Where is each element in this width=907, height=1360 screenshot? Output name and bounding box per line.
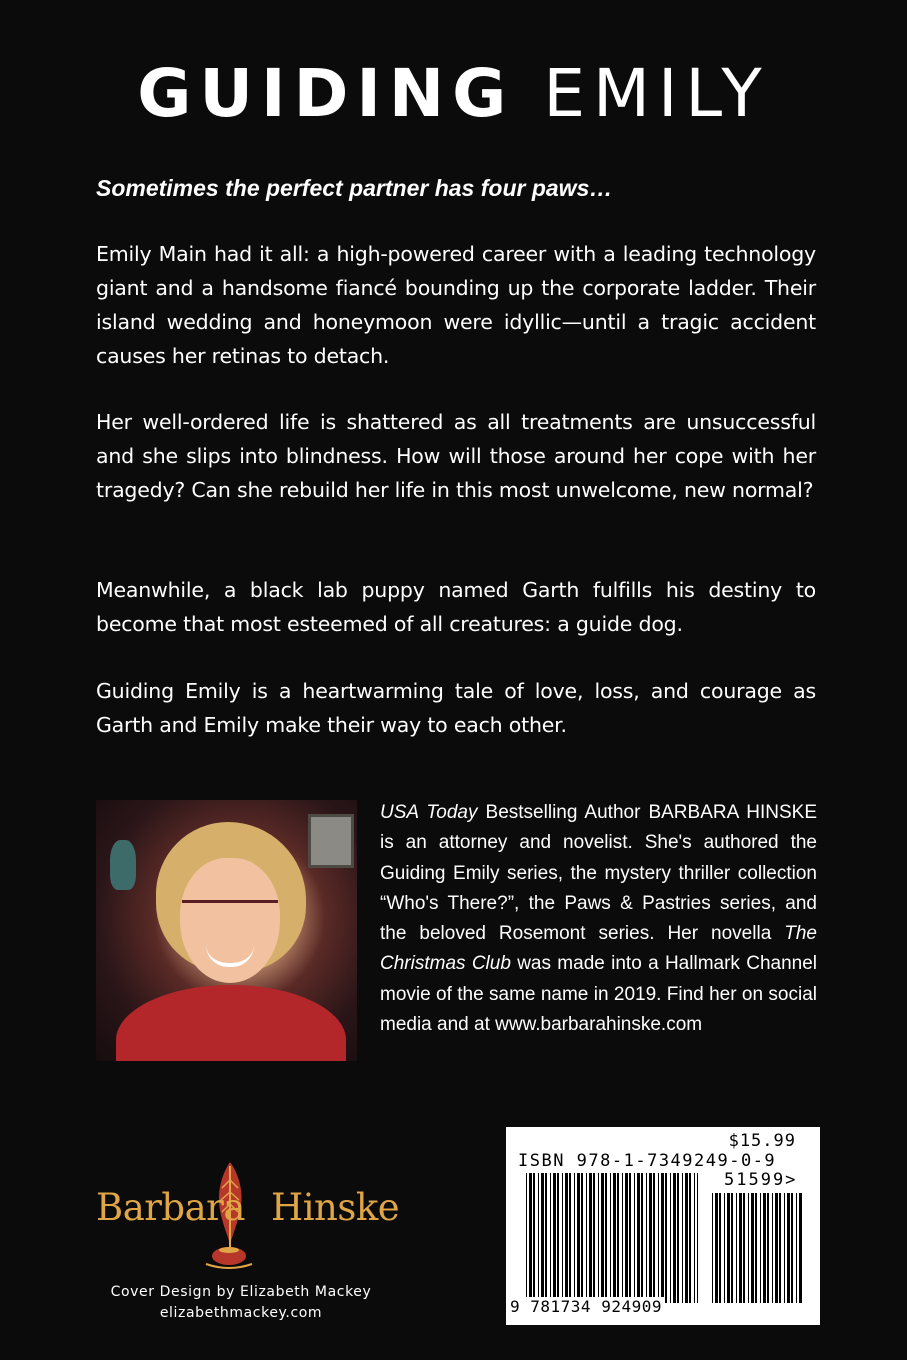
logo-last-name: Hinske xyxy=(270,1186,400,1229)
barcode-stripe xyxy=(772,1193,773,1303)
barcode-stripe xyxy=(760,1193,761,1303)
title-word-emily: EMILY xyxy=(543,55,770,132)
barcode-stripe xyxy=(787,1193,790,1303)
barcode-stripe xyxy=(751,1193,754,1303)
barcode-stripe xyxy=(562,1173,563,1303)
bio-text-1: Bestselling Author BARBARA HINSKE is an attorney and novelist. She's authored the Guiding Emily series, the mystery thriller collection “Who's There?”, the Paws & Pastries series, and the beloved Rosemont series. Her novella xyxy=(380,802,817,945)
barcode-stripe xyxy=(755,1193,757,1303)
barcode-stripe xyxy=(541,1173,544,1303)
barcode-stripe xyxy=(557,1173,559,1303)
barcode-stripe xyxy=(665,1173,667,1303)
barcode-stripe xyxy=(529,1173,532,1303)
barcode-stripe xyxy=(796,1193,797,1303)
barcode-stripe xyxy=(694,1173,695,1303)
barcode-stripe xyxy=(550,1173,551,1303)
barcode-stripe xyxy=(545,1173,547,1303)
barcode-stripe xyxy=(791,1193,793,1303)
barcode-stripe xyxy=(670,1173,671,1303)
blurb-paragraph-2: Her well-ordered life is shattered as all treatments are unsuccessful and she slips into blindness. How will those around her cope with her tragedy? Can she rebuild her life in this most unwelcome, new normal? xyxy=(96,410,816,502)
barcode-stripe xyxy=(625,1173,628,1303)
barcode-stripe xyxy=(565,1173,568,1303)
barcode-stripe xyxy=(634,1173,635,1303)
barcode-stripe xyxy=(653,1173,655,1303)
title-word-guiding: GUIDING xyxy=(137,55,515,132)
barcode-stripe xyxy=(682,1173,683,1303)
barcode-stripe xyxy=(731,1193,733,1303)
barcode-stripe xyxy=(589,1173,592,1303)
ean-barcode-bars xyxy=(526,1173,698,1303)
barcode-stripe xyxy=(763,1193,766,1303)
barcode-stripe xyxy=(736,1193,737,1303)
barcode-stripe xyxy=(739,1193,742,1303)
barcode-stripe xyxy=(617,1173,619,1303)
bio-book-title: The Christmas Club xyxy=(380,923,817,975)
barcode-stripe xyxy=(712,1193,713,1303)
barcode-stripe xyxy=(673,1173,676,1303)
barcode-stripe xyxy=(526,1173,527,1303)
barcode-stripe xyxy=(658,1173,659,1303)
barcode-stripe xyxy=(622,1173,623,1303)
barcode-stripe xyxy=(601,1173,604,1303)
barcode-stripe xyxy=(724,1193,725,1303)
barcode-stripe xyxy=(610,1173,611,1303)
cover-design-credit: Cover Design by Elizabeth Mackey xyxy=(110,1284,372,1300)
barcode-stripe xyxy=(581,1173,583,1303)
addon-barcode-bars xyxy=(712,1193,802,1303)
bio-publication: USA Today xyxy=(380,802,478,823)
price-label: $15.99 xyxy=(728,1131,796,1151)
designer-website: elizabethmackey.com xyxy=(159,1305,323,1321)
barcode-stripe xyxy=(577,1173,580,1303)
barcode-stripe xyxy=(553,1173,556,1303)
barcode-stripe xyxy=(649,1173,652,1303)
barcode-stripe xyxy=(629,1173,631,1303)
barcode-stripe xyxy=(598,1173,599,1303)
logo-first-name: Barbara xyxy=(96,1186,245,1229)
barcode-stripe xyxy=(646,1173,647,1303)
ean-digits: 9 781734 924909 xyxy=(510,1297,665,1316)
barcode-stripe xyxy=(799,1193,802,1303)
bio-text-2: was made into a Hallmark Channel movie of the same name in 2019. Find her on social media and at www.barbarahinske.com xyxy=(380,953,817,1036)
barcode-stripe xyxy=(677,1173,679,1303)
isbn-barcode xyxy=(506,1127,820,1325)
picture-frame-shape xyxy=(308,814,354,868)
barcode-stripe xyxy=(605,1173,607,1303)
barcode-stripe xyxy=(569,1173,571,1303)
barcode-stripe xyxy=(743,1193,745,1303)
author-photo xyxy=(96,800,357,1061)
barcode-stripe xyxy=(719,1193,721,1303)
barcode-stripe xyxy=(593,1173,595,1303)
barcode-stripe xyxy=(689,1173,691,1303)
barcode-stripe xyxy=(586,1173,587,1303)
book-title xyxy=(0,55,907,132)
publisher-logo-text xyxy=(96,1186,400,1229)
barcode-stripe xyxy=(697,1173,698,1303)
barcode-stripe xyxy=(641,1173,643,1303)
tagline: Sometimes the perfect partner has four paws… xyxy=(96,175,613,201)
blurb-paragraph-4: Guiding Emily is a heartwarming tale of love, loss, and courage as Garth and Emily make their way to each other. xyxy=(96,679,816,737)
isbn-number: ISBN 978-1-7349249-0-9 xyxy=(518,1151,777,1171)
barcode-stripe xyxy=(784,1193,785,1303)
barcode-stripe xyxy=(613,1173,616,1303)
barcode-stripe xyxy=(779,1193,781,1303)
blurb-paragraph-3: Meanwhile, a black lab puppy named Garth fulfills his destiny to become that most esteemed of all creatures: a guide dog. xyxy=(96,578,816,636)
barcode-stripe xyxy=(533,1173,535,1303)
barcode-stripe xyxy=(748,1193,749,1303)
vase-shape xyxy=(110,840,136,890)
barcode-stripe xyxy=(727,1193,730,1303)
glasses-shape xyxy=(182,900,278,923)
barcode-stripe xyxy=(715,1193,718,1303)
barcode-stripe xyxy=(574,1173,575,1303)
barcode-stripe xyxy=(637,1173,640,1303)
price-addon-number: 51599> xyxy=(724,1170,798,1190)
barcode-stripe xyxy=(767,1193,769,1303)
barcode-stripe xyxy=(685,1173,688,1303)
barcode-stripe xyxy=(538,1173,539,1303)
barcode-stripe xyxy=(661,1173,664,1303)
red-dress-shape xyxy=(116,985,346,1061)
blurb-paragraph-1: Emily Main had it all: a high-powered career with a leading technology giant and a handsome fiancé bounding up the corporate ladder. Their island wedding and honeymoon were idyllic—until a tragic accident causes her retinas to detach. xyxy=(96,242,816,368)
barcode-stripe xyxy=(775,1193,778,1303)
author-bio xyxy=(380,798,817,1040)
